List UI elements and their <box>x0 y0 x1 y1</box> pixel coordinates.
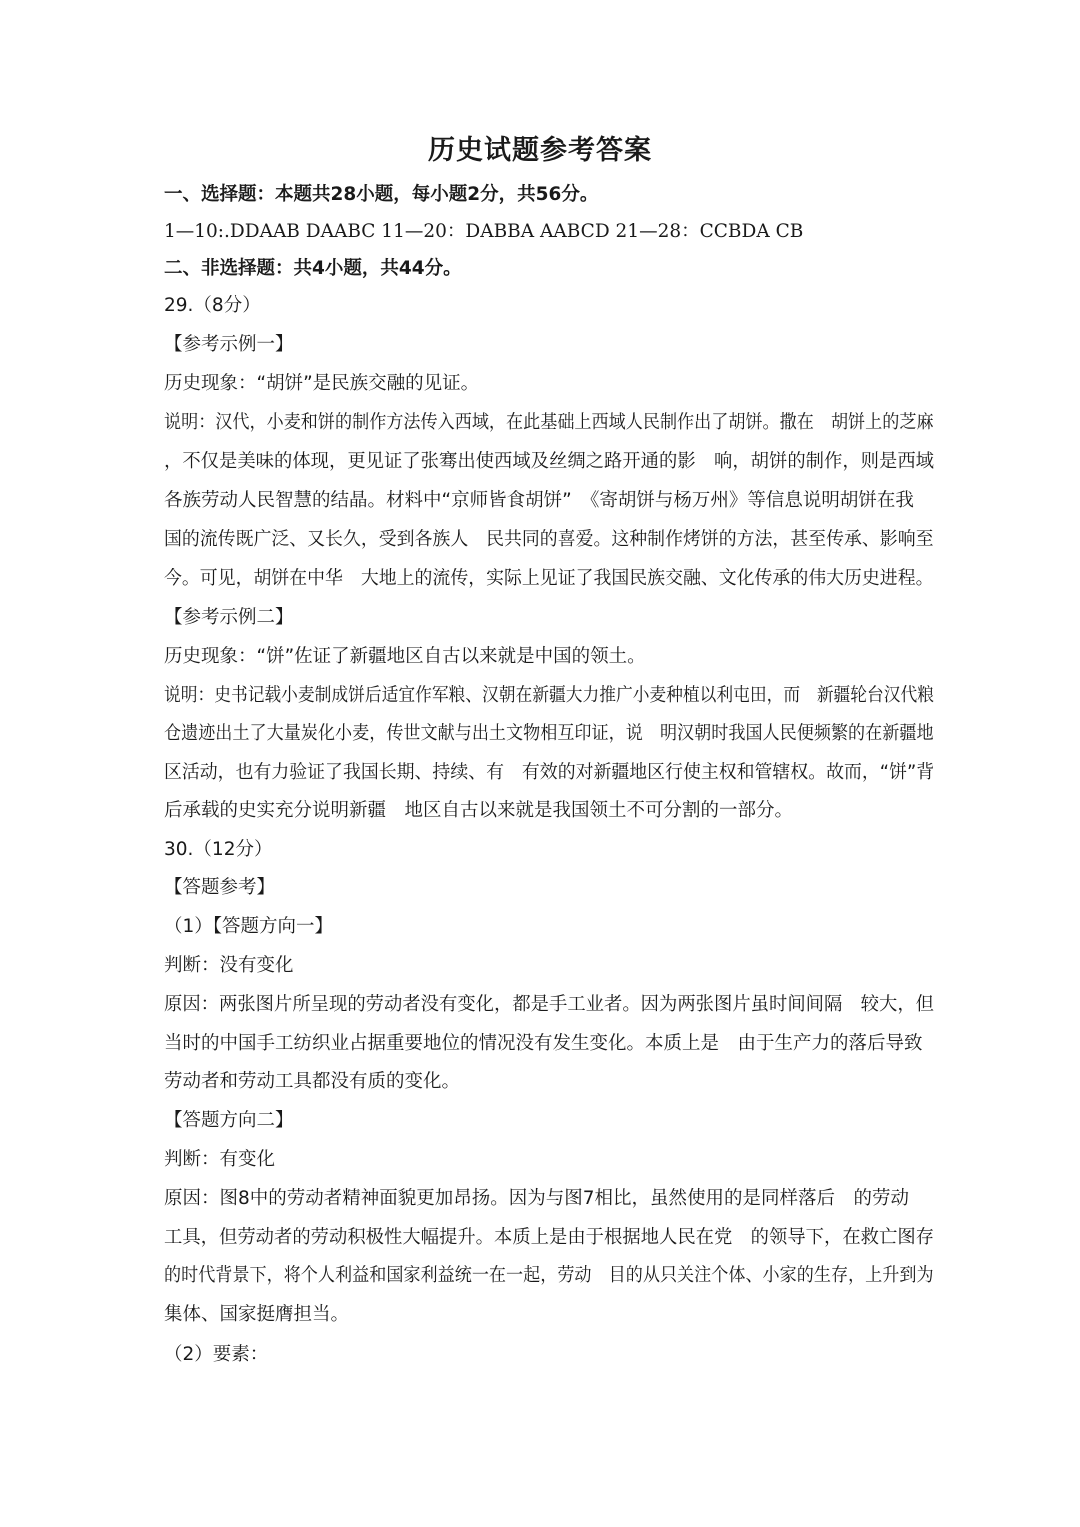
example-two-explanation-line: 仓遗迹出土了大量炭化小麦，传世文献与出土文物相互印证，说 明汉朝时我国人民便频繁的在新疆地 <box>164 723 934 744</box>
example-one-explanation-line: 国的流传既广泛、又长久，受到各族人 民共同的喜爱。这种制作烤饼的方法，甚至传承、影响至 <box>164 529 934 550</box>
example-one-explanation-line: 今。可见，胡饼在中华 大地上的流传，实际上见证了我国民族交融、文化传承的伟大历史进程。 <box>164 568 934 589</box>
direction-two-judgement: 判断：有变化 <box>164 1149 276 1170</box>
example-one-explanation-line: 说明：汉代，小麦和饼的制作方法传入西域，在此基础上西域人民制作出了胡饼。撒在 胡饼上的芝麻 <box>164 412 934 433</box>
direction-one-heading: （1）【答题方向一】 <box>164 916 334 937</box>
example-one-heading: 【参考示例一】 <box>164 334 294 355</box>
example-one-explanation-line: ，不仅是美味的体现，更见证了张骞出使西域及丝绸之路开通的影 响，胡饼的制作，则是西域 <box>164 451 935 472</box>
example-two-explanation-line: 区活动，也有力验证了我国长期、持续、有 有效的对新疆地区行使主权和管辖权。故而，“饼”背 <box>164 762 935 783</box>
question-29-heading: 29.（8分） <box>164 295 261 316</box>
direction-two-reason-line: 原因：图8中的劳动者精神面貌更加昂扬。因为与图7相比，虽然使用的是同样落后 的劳动 <box>164 1188 910 1209</box>
multiple-choice-answers: 1—10:.DDAAB DAABC 11—20：DABBA AABCD 21—28：CCBDA CB <box>164 221 804 242</box>
example-one-explanation-line: 各族劳动人民智慧的结晶。材料中“京师皆食胡饼” 《寄胡饼与杨万州》等信息说明胡饼在我 <box>164 490 914 511</box>
direction-one-judgement: 判断：没有变化 <box>164 955 294 976</box>
direction-one-reason-line: 原因：两张图片所呈现的劳动者没有变化，都是手工业者。因为两张图片虽时间间隔 较大，但 <box>164 994 935 1015</box>
section-one-heading: 一、选择题：本题共28小题，每小题2分，共56分。 <box>164 184 599 205</box>
direction-two-heading: 【答题方向二】 <box>164 1110 294 1131</box>
example-two-explanation-line: 说明：史书记载小麦制成饼后适宜作军粮、汉朝在新疆大力推广小麦种植以利屯田，而 新疆轮台汉代粮 <box>164 685 934 706</box>
example-two-phenomenon: 历史现象：“饼”佐证了新疆地区自古以来就是中国的领土。 <box>164 646 646 667</box>
part-two-heading: （2）要素： <box>164 1344 269 1365</box>
question-30-heading: 30.（12分） <box>164 839 273 860</box>
answer-reference-heading: 【答题参考】 <box>164 877 276 898</box>
direction-two-reason-line: 的时代背景下，将个人利益和国家利益统一在一起，劳动 目的从只关注个体、小家的生存，上升到为 <box>164 1265 934 1286</box>
example-two-heading: 【参考示例二】 <box>164 607 294 628</box>
section-two-heading: 二、非选择题：共4小题，共44分。 <box>164 258 462 279</box>
direction-one-reason-line: 劳动者和劳动工具都没有质的变化。 <box>164 1071 461 1092</box>
direction-two-reason-line: 工具，但劳动者的劳动积极性大幅提升。本质上是由于根据地人民在党 的领导下，在救亡图存 <box>164 1227 935 1248</box>
direction-two-reason-line: 集体、国家挺膺担当。 <box>164 1304 350 1325</box>
page-title: 历史试题参考答案 <box>428 135 652 166</box>
direction-one-reason-line: 当时的中国手工纺织业占据重要地位的情况没有发生变化。本质上是 由于生产力的落后导致 <box>164 1033 923 1054</box>
example-one-phenomenon: 历史现象：“胡饼”是民族交融的见证。 <box>164 373 480 394</box>
example-two-explanation-line: 后承载的史实充分说明新疆 地区自古以来就是我国领土不可分割的一部分。 <box>164 800 794 821</box>
